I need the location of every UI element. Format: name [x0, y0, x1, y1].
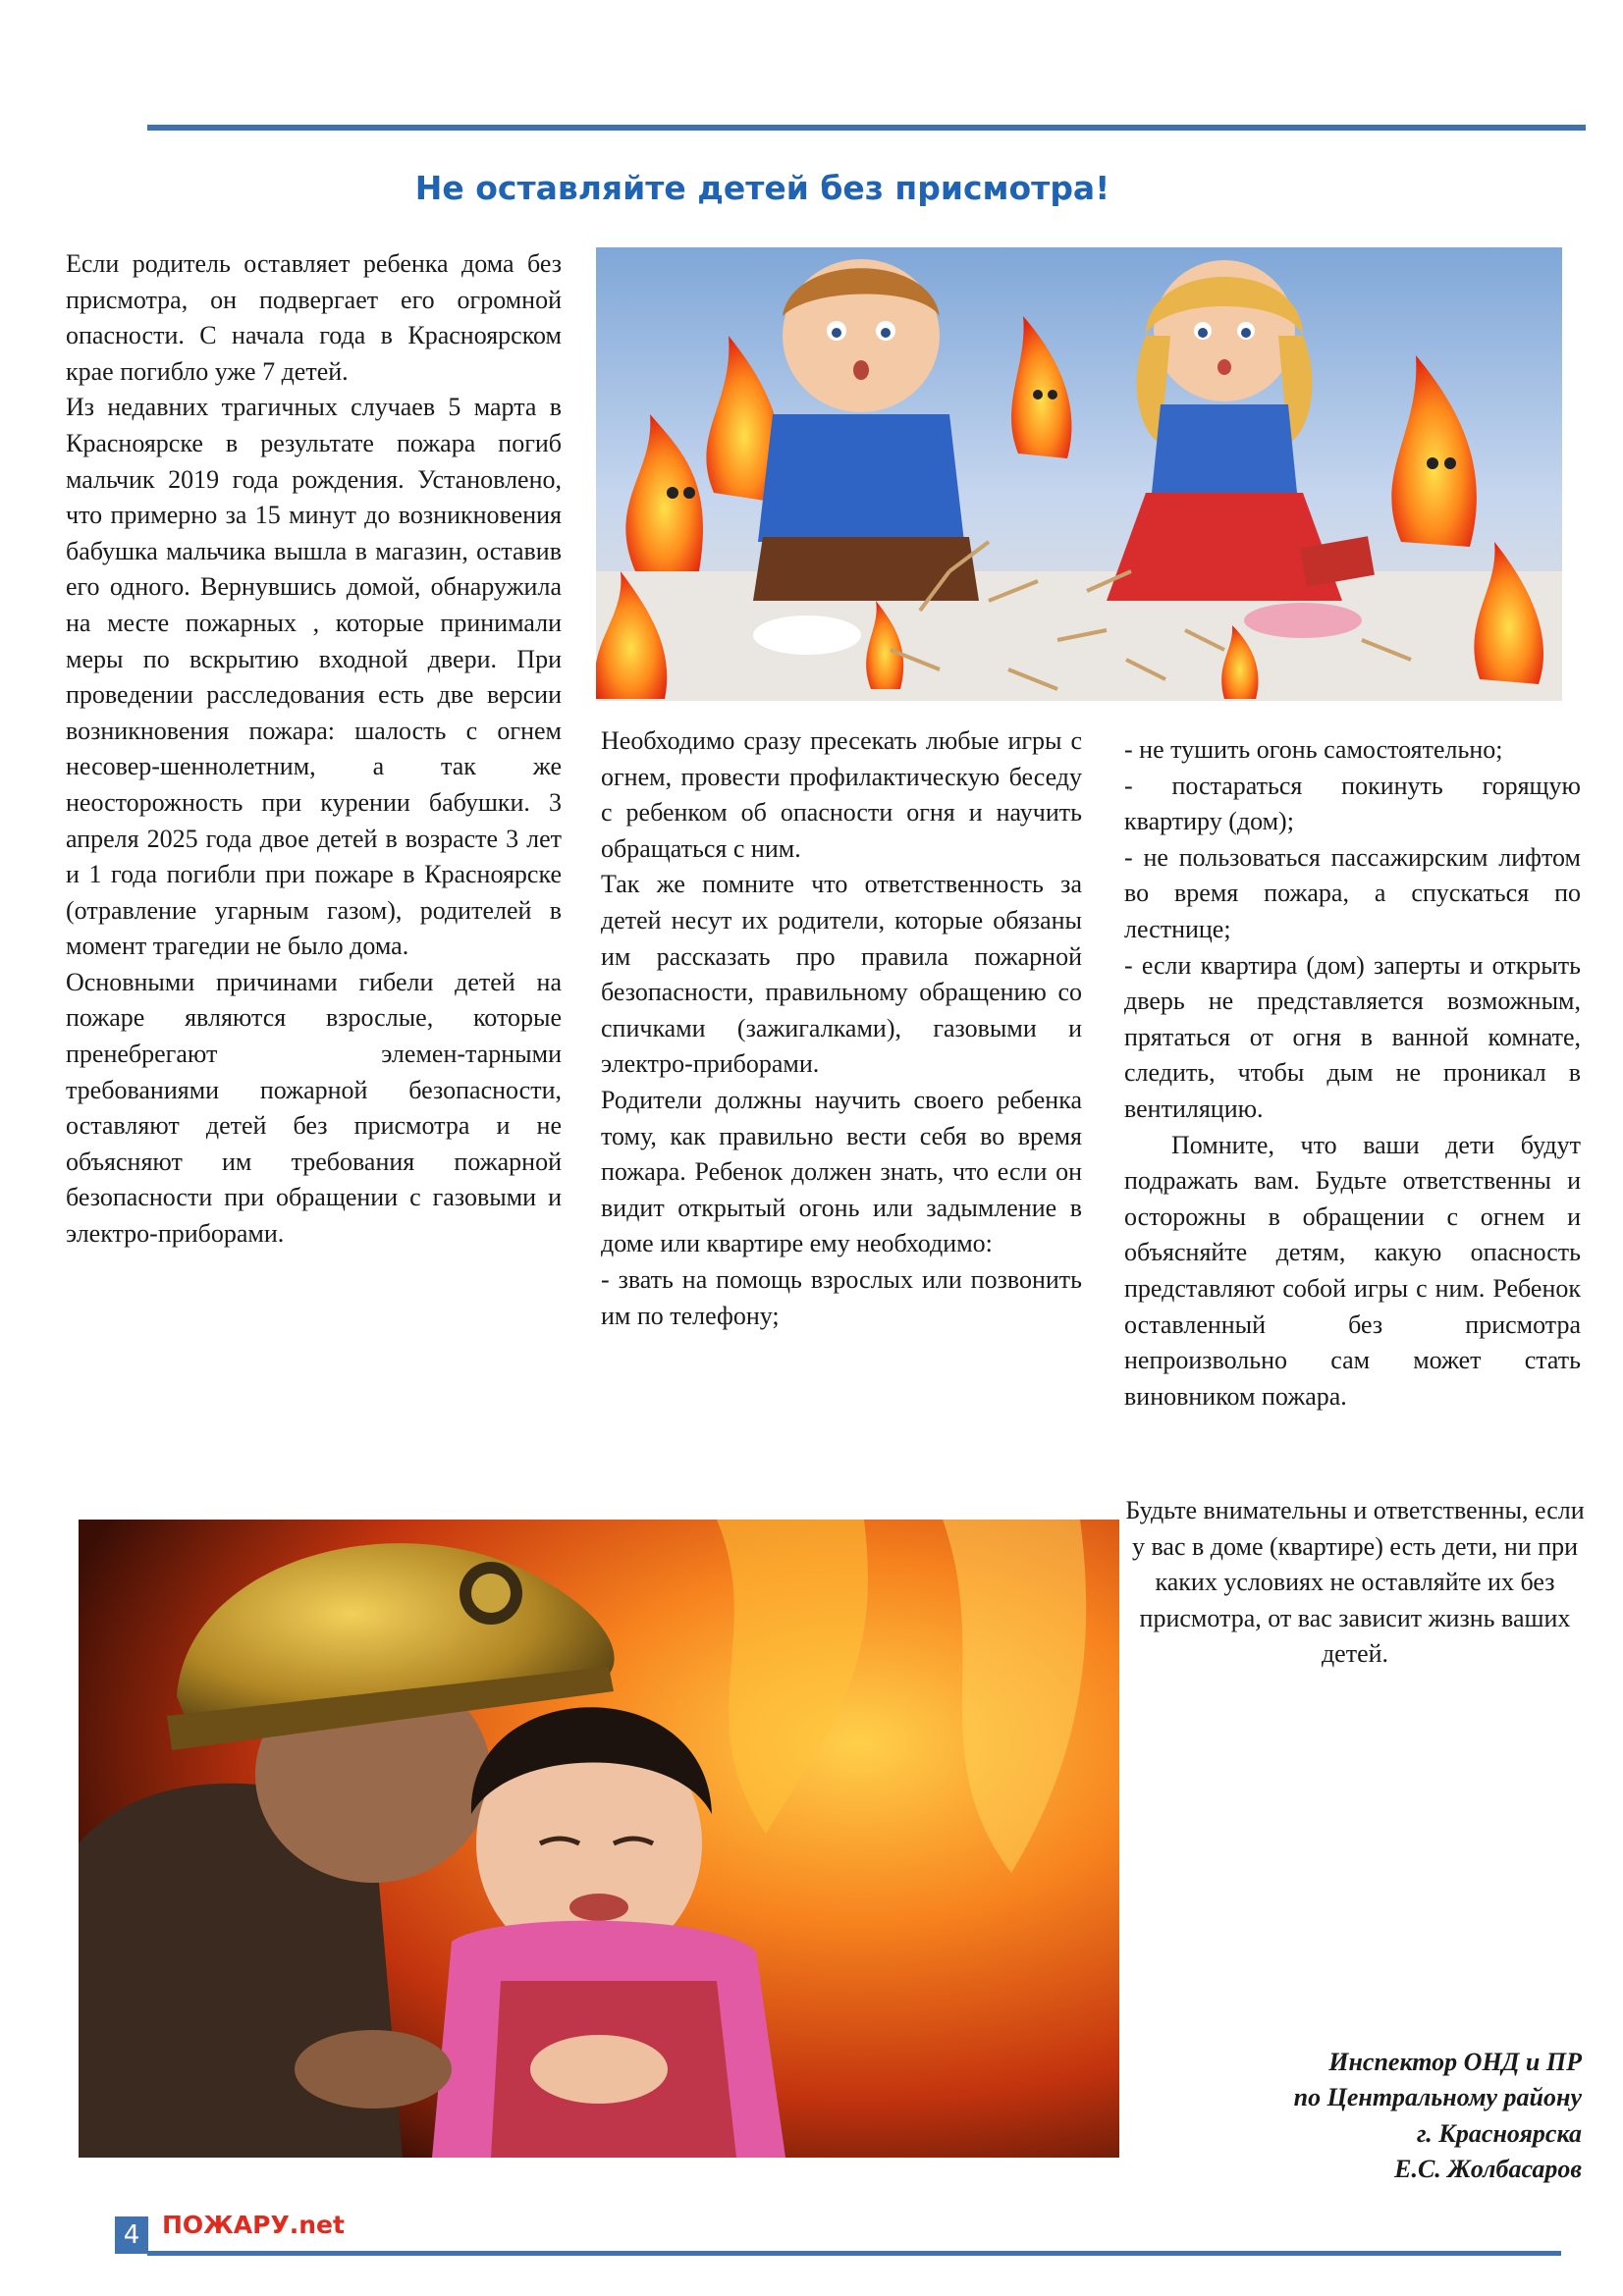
column-3	[1124, 732, 1581, 1415]
closing-appeal: Будьте внимательны и ответственны, если у вас в доме (квартире) есть дети, ни при каких условиях не оставляйте их без присмотра, от вас зависит жизнь ваших детей.	[1125, 1496, 1585, 1669]
column-2	[601, 723, 1082, 1334]
list-item: - звать на помощь взрослых или позвонить им по телефону;	[601, 1264, 1082, 1330]
header-rule	[147, 125, 1586, 131]
list-item: - постараться покинуть горящую квартиру (дом);	[1124, 771, 1581, 836]
footer-rule	[147, 2251, 1561, 2256]
signature-line: Инспектор ОНД и ПР	[1328, 2048, 1582, 2076]
children-matches-illustration	[596, 247, 1562, 701]
paragraph: Так же помните что ответственность за детей несут их родители, которые обязаны им рассказать про правила пожарной безопасности, правильному обращению со спичками (зажигалками), газовыми и электро-приборами.	[601, 870, 1082, 1079]
article-title: Не оставляйте детей без присмотра!	[414, 169, 1110, 207]
list-item: - не пользоваться пассажирским лифтом во время пожара, а спускаться по лестнице;	[1124, 842, 1581, 943]
list-item: - если квартира (дом) заперты и открыть дверь не представляется возможным, прятаться от огня в ванной комнате, следить, чтобы дым не проникал в вентиляцию.	[1124, 950, 1581, 1123]
paragraph: Родители должны научить своего ребенка тому, как правильно вести себя во время пожара. Ребенок должен знать, что если он видит открытый огонь или задымление в доме или квартире ему необходимо:	[601, 1085, 1082, 1258]
paragraph: Помните, что ваши дети будут подражать вам. Будьте ответственны и осторожны в обращении с огнем и объясняйте детям, какую опасность представляют собой игры с ним. Ребенок оставленный без присмотра непроизвольно сам может стать виновником пожара.	[1124, 1130, 1581, 1411]
paragraph: Необходимо сразу пресекать любые игры с огнем, провести профилактическую беседу с ребенком об опасности огня и научить обращаться с ним.	[601, 726, 1082, 863]
list-item: - не тушить огонь самостоятельно;	[1124, 735, 1503, 764]
paragraph: Из недавних трагичных случаев 5 марта в Красноярске в результате пожара погиб мальчик 2019 года рождения. Установлено, что примерно за 15 минут до возникновения бабушка мальчика вышла в магазин, оставив его одного. Вернувшись домой, обнаружила на месте пожарных , которые принимали меры по вскрытию входной двери. При проведении расследования есть две версии возникновения пожара: шалость с огнем несовер-шеннолетним, а так же неосторожность при курении бабушки. 3 апреля 2025 года двое детей в возрасте 3 лет и 1 года погибли при пожаре в Красноярске (отравление угарным газом), родителей в момент трагедии не было дома.	[66, 393, 562, 961]
column-1	[66, 246, 562, 1253]
signature-line: Е.С. Жолбасаров	[1394, 2155, 1582, 2184]
signature-line: г. Красноярска	[1417, 2118, 1582, 2148]
paragraph: Основными причинами гибели детей на пожаре являются взрослые, которые пренебрегают элемен-тарными требованиями пожарной безопасности, оставляют детей без присмотра и не объясняют им требования пожарной безопасности при обращении с газовыми и электро-приборами.	[66, 967, 562, 1249]
publication-brand: ПОЖАРУ.net	[162, 2211, 345, 2239]
paragraph: Если родитель оставляет ребенка дома без присмотра, он подвергает его огромной опасности. С начала года в Красноярском крае погибло уже 7 детей.	[66, 249, 562, 386]
page-number: 4	[115, 2216, 148, 2254]
author-signature	[1091, 2045, 1582, 2188]
firefighter-rescue-photo	[79, 1520, 1119, 2158]
signature-line: по Центральному району	[1293, 2083, 1582, 2112]
